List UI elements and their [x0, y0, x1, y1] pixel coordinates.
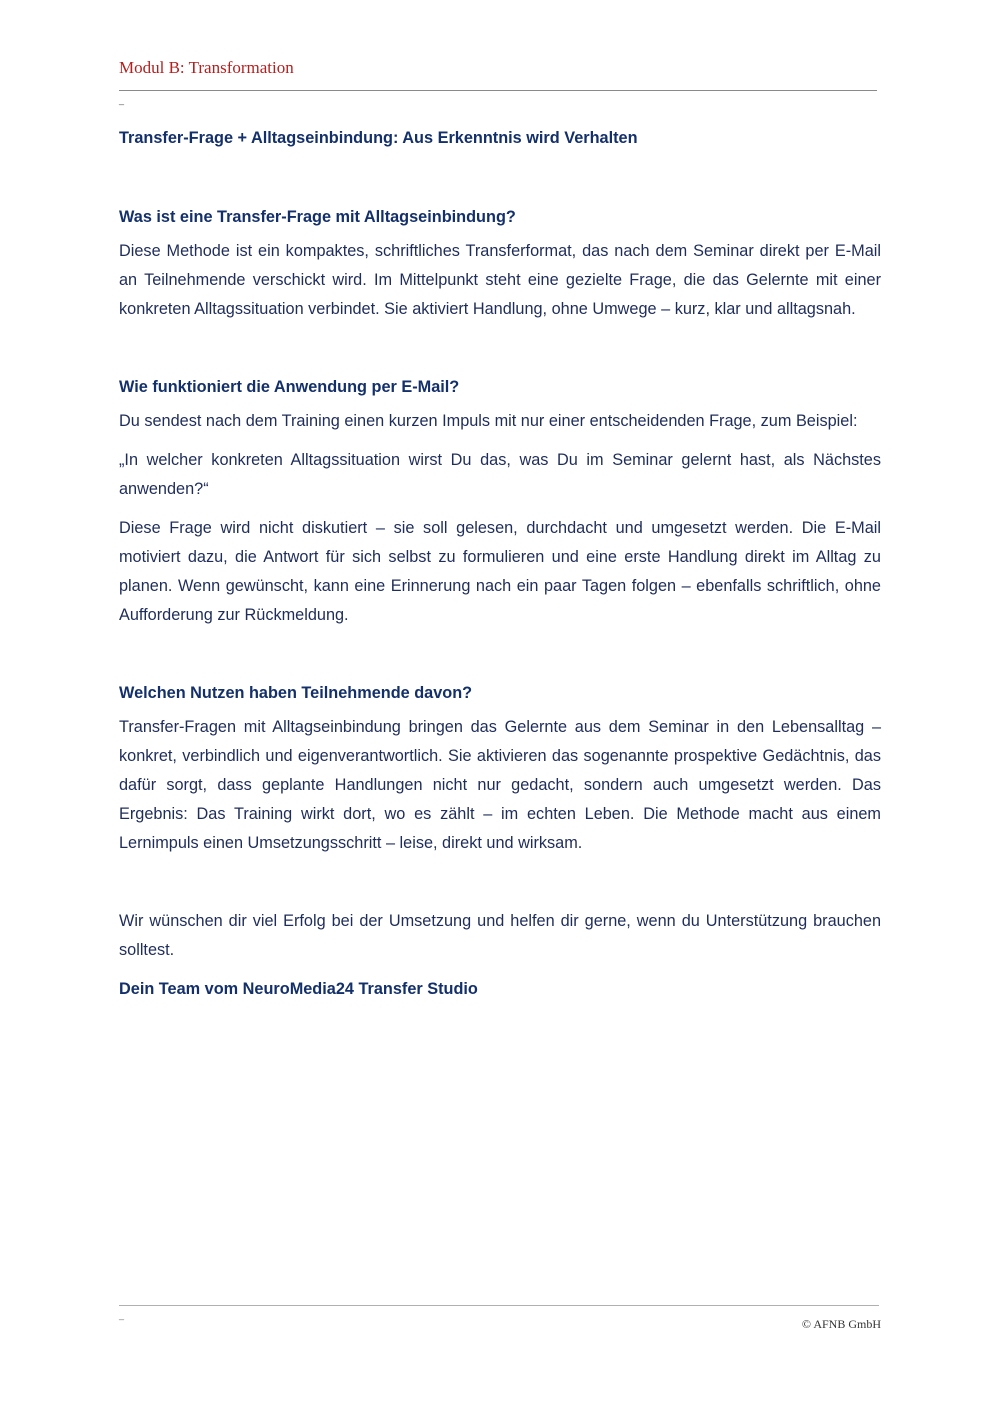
- closing-paragraph: Wir wünschen dir viel Erfolg bei der Umsetzung und helfen dir gerne, wenn du Unterstützung brauchen solltest.: [119, 912, 881, 959]
- footer-divider: [119, 1305, 879, 1306]
- document-body: [119, 127, 881, 1000]
- header-tick: _: [119, 95, 125, 105]
- section-heading-benefits: Welchen Nutzen haben Teilnehmende davon?: [119, 684, 473, 702]
- footer-tick: _: [119, 1310, 125, 1320]
- example-question-quote: „In welcher konkreten Alltagssituation wirst Du das, was Du im Seminar gelernt hast, als Nächstes anwenden?“: [119, 451, 881, 498]
- header-divider: [119, 90, 877, 91]
- document-title: Transfer-Frage + Alltagseinbindung: Aus Erkenntnis wird Verhalten: [119, 129, 638, 147]
- section-paragraph: Du sendest nach dem Training einen kurzen Impuls mit nur einer entscheidenden Frage, zum Beispiel:: [119, 412, 858, 430]
- section-paragraph: Transfer-Fragen mit Alltagseinbindung bringen das Gelernte aus dem Seminar in den Lebensalltag – konkret, verbindlich und eigenverantwortlich. Sie aktivieren das sogenannte prospektive Gedächtnis, das dafür sorgt, dass geplante Handlungen nicht nur gedacht, sondern auch umgesetzt werden. Das Ergebnis: Das Training wirkt dort, wo es zählt – im echten Leben. Die Methode macht aus einem Lernimpuls einen Umsetzungsschritt – leise, direkt und wirksam.: [119, 718, 881, 852]
- section-heading-how-it-works: Wie funktioniert die Anwendung per E-Mail?: [119, 378, 460, 396]
- section-paragraph: Diese Methode ist ein kompaktes, schriftliches Transferformat, das nach dem Seminar direkt per E-Mail an Teilnehmende verschickt wird. Im Mittelpunkt steht eine gezielte Frage, die das Gelernte mit einer konkreten Alltagssituation verbindet. Sie aktiviert Handlung, ohne Umwege – kurz, klar und alltagsnah.: [119, 242, 881, 318]
- section-paragraph: Diese Frage wird nicht diskutiert – sie soll gelesen, durchdacht und umgesetzt werden. Die E-Mail motiviert dazu, die Antwort für sich selbst zu formulieren und eine erste Handlung direkt im Alltag zu planen. Wenn gewünscht, kann eine Erinnerung nach ein paar Tagen folgen – ebenfalls schriftlich, ohne Aufforderung zur Rückmeldung.: [119, 519, 881, 624]
- header-module-title: Modul B: Transformation: [119, 58, 294, 77]
- footer-copyright: © AFNB GmbH: [801, 1317, 881, 1331]
- section-heading-what-is: Was ist eine Transfer-Frage mit Alltagseinbindung?: [119, 208, 516, 226]
- signature: Dein Team vom NeuroMedia24 Transfer Studio: [119, 980, 478, 998]
